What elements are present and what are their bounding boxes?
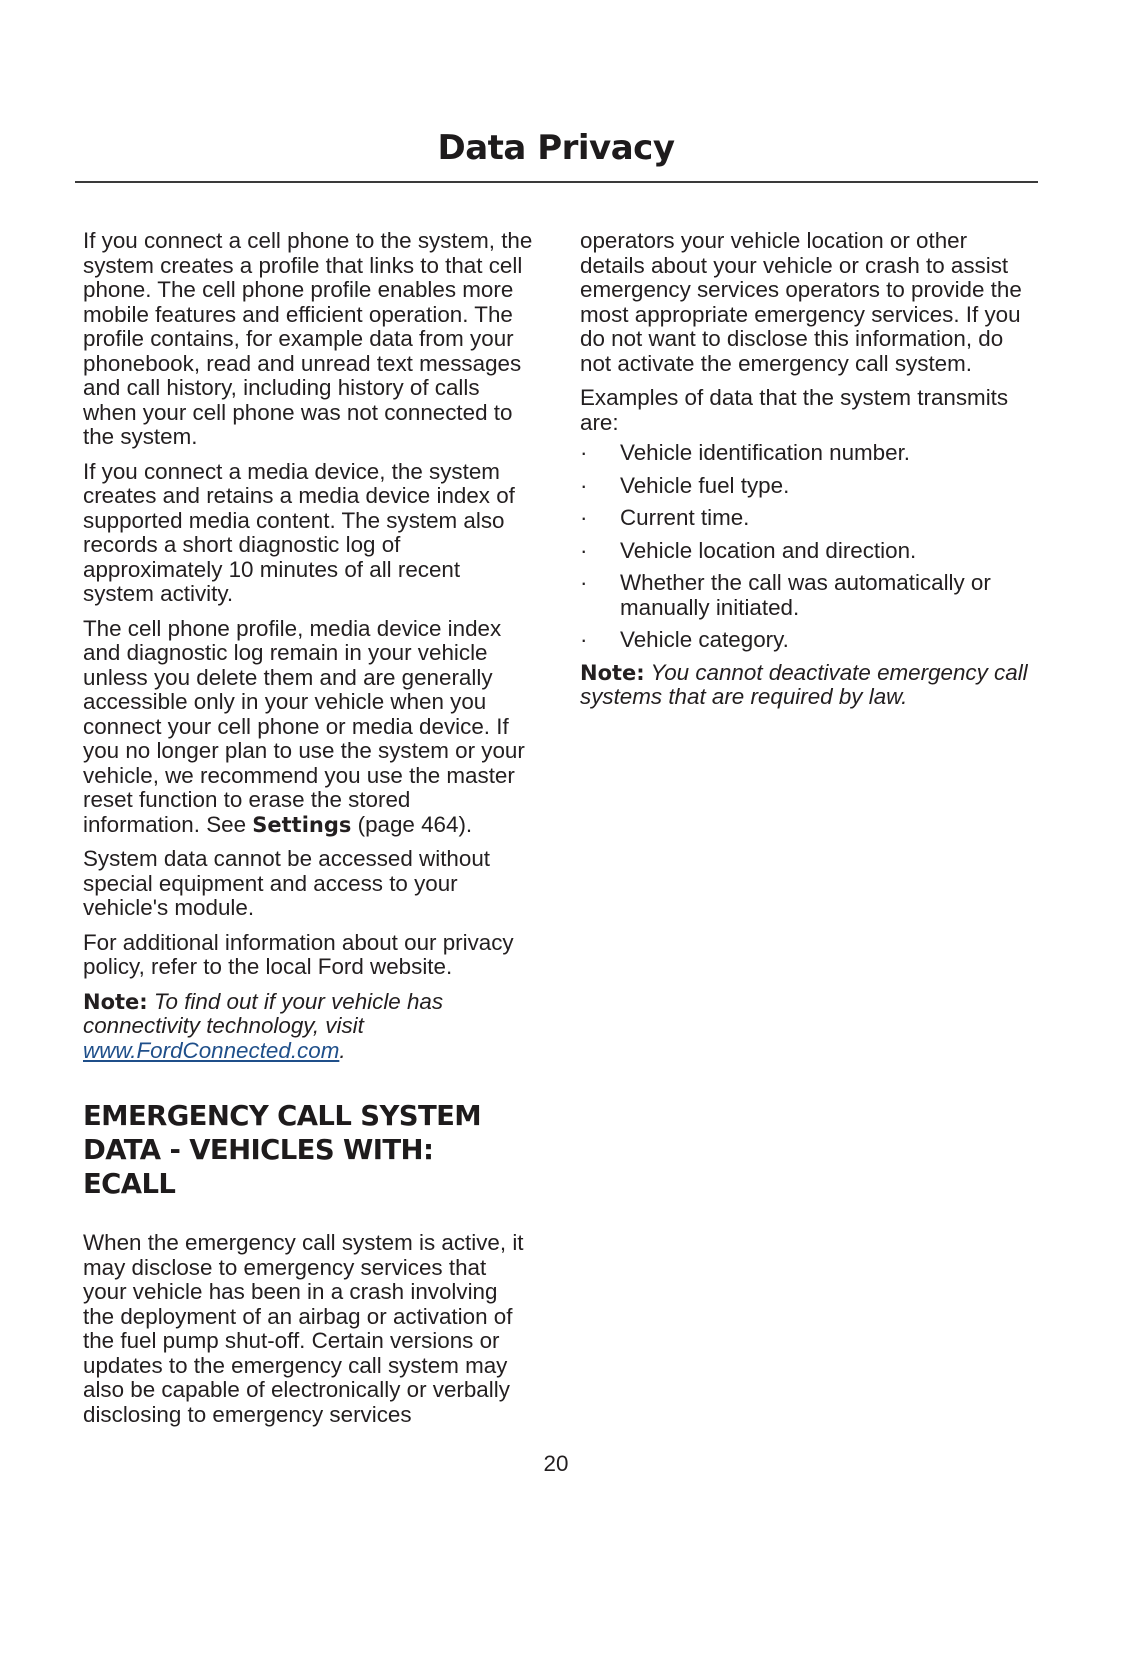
ford-connected-link[interactable]: www.FordConnected.com bbox=[83, 1037, 340, 1063]
paragraph-system-data-access: System data cannot be accessed without special equipment and access to your vehicle's module. bbox=[83, 846, 491, 920]
left-column bbox=[83, 229, 533, 1437]
paragraph-media-device: If you connect a media device, the system creates and retains a media device index of supported media content. The system also records a short diagnostic log of approximately 10 minutes of all recent system activity. bbox=[83, 458, 515, 606]
paragraph-retention bbox=[83, 617, 533, 838]
page-title: Data Privacy bbox=[437, 128, 675, 168]
header-divider bbox=[75, 181, 1038, 183]
note-text: To find out if your vehicle has connectivity technology, visit bbox=[83, 988, 444, 1038]
note-connectivity bbox=[83, 990, 533, 1064]
page-number: 20 bbox=[543, 1451, 569, 1476]
settings-cross-reference-link[interactable]: Settings bbox=[252, 812, 352, 837]
page-reference: (page 464). bbox=[351, 811, 473, 837]
bullet-icon: · bbox=[580, 472, 588, 498]
list-item: · Vehicle identification number. bbox=[580, 440, 911, 465]
paragraph-ecall-active: When the emergency call system is active, it may disclose to emergency services that your vehicle has been in a crash involving the deployment of an airbag or activation of the fuel pump shut-off. Certain versions or updates to the emergency call system may also be capable of electronically or verbally disclosing to emergency services bbox=[83, 1230, 524, 1427]
section-heading-ecall: EMERGENCY CALL SYSTEM DATA - VEHICLES WITH: ECALL bbox=[83, 1100, 482, 1200]
paragraph-privacy-policy: For additional information about our privacy policy, refer to the local Ford website. bbox=[83, 929, 514, 979]
bullet-icon: · bbox=[580, 627, 588, 652]
list-item: · Current time. bbox=[580, 505, 750, 530]
list-item: · Vehicle category. bbox=[580, 627, 789, 652]
paragraph-examples-intro: Examples of data that the system transmits are: bbox=[580, 385, 1009, 435]
paragraph-ecall-continuation: operators your vehicle location or other details about your vehicle or crash to assist emergency services operators to provide the most appropriate emergency services. If you do not want to disclose this information, do not activate the emergency call system. bbox=[580, 228, 1022, 376]
list-item: · Whether the call was automatically or manually initiated. bbox=[580, 570, 991, 620]
transmitted-data-list bbox=[580, 441, 1030, 653]
note-label: Note: bbox=[83, 989, 148, 1014]
bullet-icon: · bbox=[580, 570, 588, 595]
paragraph-cell-phone-profile: If you connect a cell phone to the system, the system creates a profile that links to that cell phone. The cell phone profile enables more mobile features and efficient operation. The profile contains, for example data from your phonebook, read and unread text messages and call history, including history of calls when your cell phone was not connected to the system. bbox=[83, 228, 533, 449]
note-text: You cannot deactivate emergency call systems that are required by law. bbox=[580, 659, 1028, 709]
note-label: Note: bbox=[580, 660, 645, 685]
list-item: · Vehicle location and direction. bbox=[580, 537, 917, 563]
note-deactivate bbox=[580, 661, 1030, 710]
bullet-icon: · bbox=[580, 537, 588, 563]
retention-text: The cell phone profile, media device index and diagnostic log remain in your vehicle unless you delete them and are generally accessible only in your vehicle when you connect your cell phone or media device. If you no longer plan to use the system or your vehicle, we recommend you use the master reset function to erase the stored information. See bbox=[83, 615, 525, 837]
bullet-icon: · bbox=[580, 505, 588, 530]
note-end: . bbox=[339, 1037, 346, 1063]
right-column bbox=[580, 229, 1030, 720]
bullet-icon: · bbox=[580, 440, 588, 465]
list-item: · Vehicle fuel type. bbox=[580, 472, 790, 498]
